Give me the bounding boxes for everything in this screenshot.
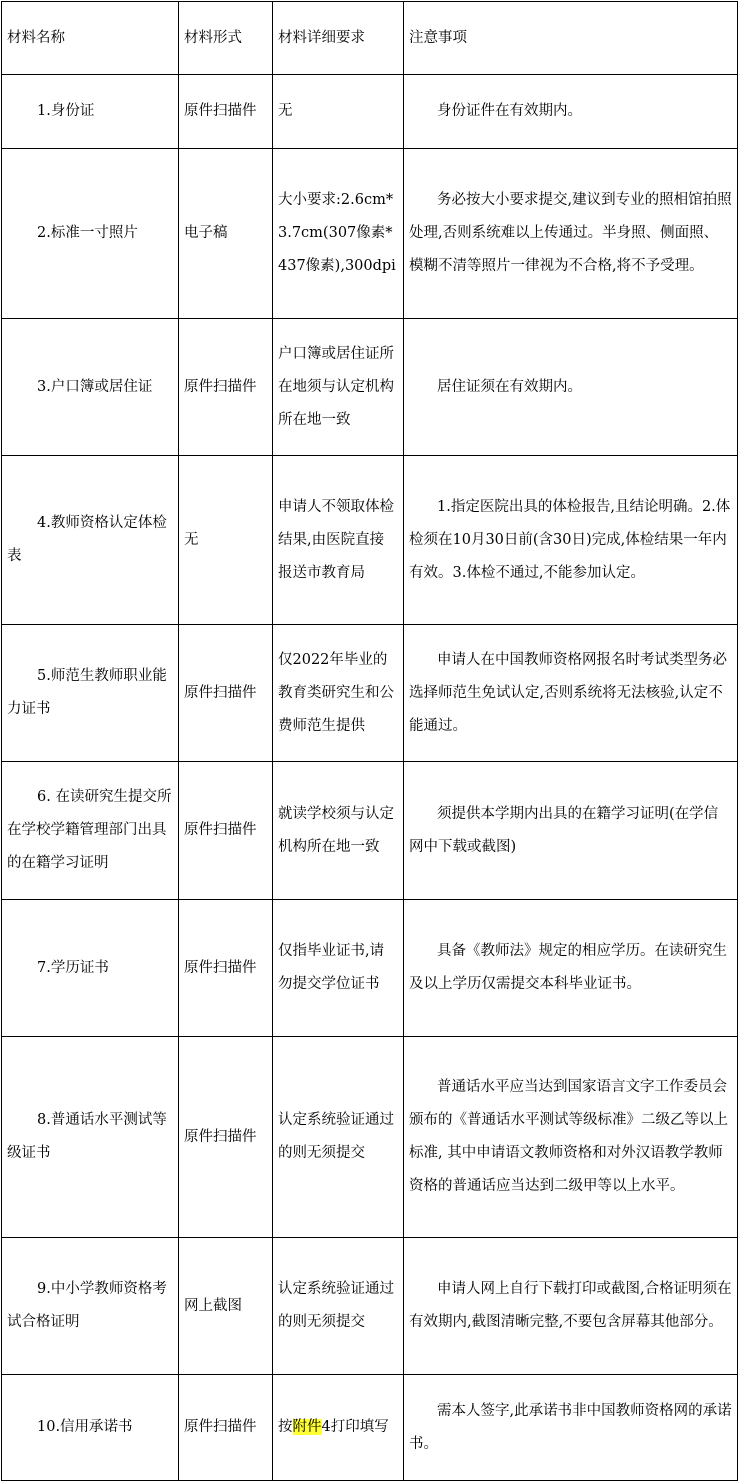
material-note: 须提供本学期内出具的在籍学习证明(在学信网中下载或截图) bbox=[404, 762, 738, 900]
material-note: 务必按大小要求提交,建议到专业的照相馆拍照处理,否则系统难以上传通过。半身照、侧面照、模糊不清等照片一律视为不合格,将不予受理。 bbox=[404, 149, 738, 319]
material-form: 原件扫描件 bbox=[179, 1375, 273, 1481]
table-row bbox=[2, 75, 738, 149]
table-row bbox=[2, 1375, 738, 1481]
material-form: 原件扫描件 bbox=[179, 1037, 273, 1238]
table-row bbox=[2, 1037, 738, 1238]
header-material-name: 材料名称 bbox=[2, 2, 179, 75]
material-note: 申请人在中国教师资格网报名时考试类型务必选择师范生免试认定,否则系统将无法核验,认定不能通过。 bbox=[404, 625, 738, 762]
material-form: 原件扫描件 bbox=[179, 75, 273, 149]
material-detail: 大小要求:2.6cm*3.7cm(307像素*437像素),300dpi bbox=[273, 149, 404, 319]
table-row bbox=[2, 625, 738, 762]
material-form: 原件扫描件 bbox=[179, 762, 273, 900]
header-material-form: 材料形式 bbox=[179, 2, 273, 75]
material-detail: 认定系统验证通过的则无须提交 bbox=[273, 1238, 404, 1375]
material-name: 5.师范生教师职业能力证书 bbox=[2, 625, 179, 762]
material-note: 1.指定医院出具的体检报告,且结论明确。2.体检须在10月30日前(含30日)完成,体检结果一年内有效。3.体检不通过,不能参加认定。 bbox=[404, 456, 738, 625]
material-name: 4.教师资格认定体检表 bbox=[2, 456, 179, 625]
material-form: 原件扫描件 bbox=[179, 625, 273, 762]
material-name: 10.信用承诺书 bbox=[2, 1375, 179, 1481]
header-notes: 注意事项 bbox=[404, 2, 738, 75]
material-detail: 认定系统验证通过的则无须提交 bbox=[273, 1037, 404, 1238]
table-row bbox=[2, 319, 738, 456]
material-note: 身份证件在有效期内。 bbox=[404, 75, 738, 149]
header-row bbox=[2, 2, 738, 75]
material-detail: 就读学校须与认定机构所在地一致 bbox=[273, 762, 404, 900]
table-row bbox=[2, 149, 738, 319]
header-material-detail: 材料详细要求 bbox=[273, 2, 404, 75]
material-name: 7.学历证书 bbox=[2, 900, 179, 1037]
material-note: 居住证须在有效期内。 bbox=[404, 319, 738, 456]
material-form: 网上截图 bbox=[179, 1238, 273, 1375]
material-detail: 申请人不领取体检结果,由医院直接报送市教育局 bbox=[273, 456, 404, 625]
material-note: 普通话水平应当达到国家语言文字工作委员会颁布的《普通话水平测试等级标准》二级乙等以上标准, 其中申请语文教师资格和对外汉语教学教师资格的普通话应当达到二级甲等以上水平。 bbox=[404, 1037, 738, 1238]
table-row bbox=[2, 762, 738, 900]
material-detail: 户口簿或居住证所在地须与认定机构所在地一致 bbox=[273, 319, 404, 456]
material-note: 具备《教师法》规定的相应学历。在读研究生及以上学历仅需提交本科毕业证书。 bbox=[404, 900, 738, 1037]
material-name: 9.中小学教师资格考试合格证明 bbox=[2, 1238, 179, 1375]
material-form: 原件扫描件 bbox=[179, 319, 273, 456]
material-detail: 无 bbox=[273, 75, 404, 149]
material-name: 1.身份证 bbox=[2, 75, 179, 149]
table-row bbox=[2, 1238, 738, 1375]
table-row bbox=[2, 900, 738, 1037]
material-form: 原件扫描件 bbox=[179, 900, 273, 1037]
material-name: 6. 在读研究生提交所在学校学籍管理部门出具的在籍学习证明 bbox=[2, 762, 179, 900]
detail-text-post: 4打印填写 bbox=[321, 1419, 389, 1435]
material-note: 申请人网上自行下载打印或截图,合格证明须在有效期内,截图清晰完整,不要包含屏幕其他部分。 bbox=[404, 1238, 738, 1375]
detail-text-pre: 按 bbox=[278, 1419, 293, 1435]
material-detail: 仅指毕业证书,请勿提交学位证书 bbox=[273, 900, 404, 1037]
material-name: 8.普通话水平测试等级证书 bbox=[2, 1037, 179, 1238]
material-detail: 仅2022年毕业的教育类研究生和公费师范生提供 bbox=[273, 625, 404, 762]
material-name: 3.户口簿或居住证 bbox=[2, 319, 179, 456]
attachment-highlight: 附件 bbox=[292, 1419, 322, 1435]
materials-table bbox=[1, 1, 738, 1481]
material-note: 需本人签字,此承诺书非中国教师资格网的承诺书。 bbox=[404, 1375, 738, 1481]
material-detail bbox=[273, 1375, 404, 1481]
material-form: 无 bbox=[179, 456, 273, 625]
material-name: 2.标准一寸照片 bbox=[2, 149, 179, 319]
material-form: 电子稿 bbox=[179, 149, 273, 319]
table-row bbox=[2, 456, 738, 625]
